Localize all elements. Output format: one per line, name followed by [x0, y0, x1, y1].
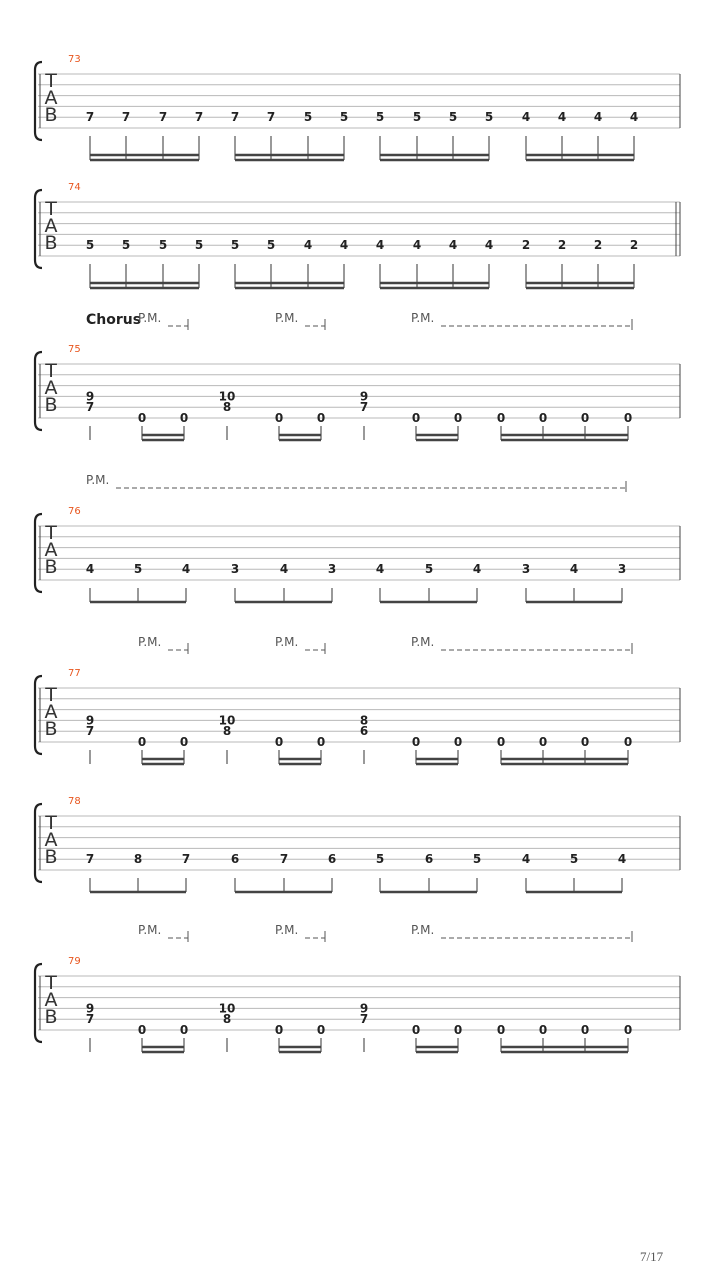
tab-system: [35, 796, 680, 892]
fret-number: 5: [448, 110, 458, 125]
palm-mute-label: P.M.: [86, 473, 110, 487]
fret-number: 5: [303, 110, 313, 125]
fret-number: 4: [569, 562, 579, 577]
fret-number: 4: [557, 110, 567, 125]
fret-number: 0: [580, 411, 590, 425]
palm-mute-label: P.M.: [275, 635, 299, 649]
tab-clef-letter: B: [44, 104, 58, 126]
tab-clef-letter: A: [44, 989, 58, 1011]
fret-number: 0: [496, 1023, 506, 1037]
measure-number: 75: [68, 344, 81, 355]
fret-number: 4: [521, 110, 531, 125]
fret-number: 7: [85, 110, 95, 125]
fret-number: 9: [359, 389, 369, 404]
fret-number: 2: [557, 238, 567, 253]
fret-number: 4: [593, 110, 603, 125]
fret-number: 2: [593, 238, 603, 253]
tab-system: [35, 182, 680, 288]
measure-number: 77: [68, 668, 81, 679]
tab-system: [35, 311, 680, 440]
tab-clef-letter: A: [44, 539, 58, 561]
palm-mute-label: P.M.: [138, 635, 162, 649]
fret-number: 7: [279, 852, 289, 867]
fret-number: 0: [538, 735, 548, 749]
fret-number: 4: [85, 562, 95, 577]
fret-number: 0: [623, 1023, 633, 1037]
fret-number: 10: [218, 1001, 236, 1016]
tab-clef-letter: T: [45, 70, 57, 92]
tab-clef-letter: B: [44, 232, 58, 254]
fret-number: 7: [230, 110, 240, 125]
fret-number: 3: [617, 562, 627, 577]
tab-clef-letter: T: [45, 360, 57, 382]
fret-number: 4: [629, 110, 639, 125]
fret-number: 10: [218, 389, 236, 404]
fret-number: 6: [424, 852, 434, 867]
tab-clef-letter: T: [45, 812, 57, 834]
tab-clef-letter: T: [45, 684, 57, 706]
fret-number: 0: [538, 1023, 548, 1037]
fret-number: 4: [375, 562, 385, 577]
fret-number: 7: [194, 110, 204, 125]
tab-clef-letter: B: [44, 846, 58, 868]
fret-number: 5: [121, 238, 131, 253]
fret-number: 0: [137, 735, 147, 749]
fret-number: 7: [85, 852, 95, 867]
fret-number: 7: [85, 1012, 95, 1027]
fret-number: 6: [327, 852, 337, 867]
fret-number: 9: [85, 713, 95, 728]
fret-number: 0: [179, 735, 189, 749]
fret-number: 7: [158, 110, 168, 125]
fret-number: 8: [222, 1012, 232, 1027]
tab-clef-letter: A: [44, 701, 58, 723]
fret-number: 4: [181, 562, 191, 577]
fret-number: 9: [85, 389, 95, 404]
page-number: 7/17: [640, 1249, 664, 1264]
measure-number: 74: [68, 182, 81, 193]
fret-number: 3: [521, 562, 531, 577]
tab-system: [35, 54, 680, 160]
fret-number: 4: [279, 562, 289, 577]
tab-system: [35, 923, 680, 1052]
fret-number: 4: [472, 562, 482, 577]
fret-number: 0: [316, 735, 326, 749]
fret-number: 2: [629, 238, 639, 253]
palm-mute-label: P.M.: [138, 311, 162, 325]
fret-number: 7: [121, 110, 131, 125]
fret-number: 5: [375, 110, 385, 125]
fret-number: 9: [85, 1001, 95, 1016]
fret-number: 5: [158, 238, 168, 253]
tab-clef-letter: A: [44, 87, 58, 109]
palm-mute-label: P.M.: [411, 311, 435, 325]
fret-number: 7: [85, 724, 95, 739]
measure-number: 79: [68, 956, 81, 967]
fret-number: 8: [222, 724, 232, 739]
fret-number: 0: [411, 1023, 421, 1037]
fret-number: 5: [569, 852, 579, 867]
fret-number: 6: [359, 724, 369, 739]
tab-clef-letter: B: [44, 1006, 58, 1028]
fret-number: 0: [453, 411, 463, 425]
fret-number: 5: [339, 110, 349, 125]
fret-number: 7: [181, 852, 191, 867]
fret-number: 5: [375, 852, 385, 867]
fret-number: 8: [359, 713, 369, 728]
fret-number: 4: [375, 238, 385, 253]
fret-number: 5: [266, 238, 276, 253]
fret-number: 4: [617, 852, 627, 867]
fret-number: 0: [453, 1023, 463, 1037]
fret-number: 6: [230, 852, 240, 867]
fret-number: 5: [412, 110, 422, 125]
fret-number: 7: [266, 110, 276, 125]
fret-number: 0: [137, 1023, 147, 1037]
tab-clef-letter: B: [44, 394, 58, 416]
fret-number: 0: [274, 735, 284, 749]
fret-number: 7: [359, 1012, 369, 1027]
fret-number: 0: [274, 411, 284, 425]
fret-number: 0: [316, 411, 326, 425]
fret-number: 10: [218, 713, 236, 728]
fret-number: 0: [137, 411, 147, 425]
fret-number: 0: [538, 411, 548, 425]
fret-number: 8: [133, 852, 143, 867]
palm-mute-label: P.M.: [138, 923, 162, 937]
fret-number: 0: [580, 1023, 590, 1037]
palm-mute-label: P.M.: [411, 923, 435, 937]
fret-number: 4: [484, 238, 494, 253]
tab-system: [35, 473, 680, 602]
fret-number: 7: [359, 400, 369, 415]
palm-mute-label: P.M.: [275, 923, 299, 937]
fret-number: 0: [316, 1023, 326, 1037]
fret-number: 0: [274, 1023, 284, 1037]
fret-number: 0: [453, 735, 463, 749]
tab-clef-letter: A: [44, 377, 58, 399]
fret-number: 5: [194, 238, 204, 253]
fret-number: 3: [230, 562, 240, 577]
fret-number: 0: [411, 411, 421, 425]
fret-number: 5: [85, 238, 95, 253]
fret-number: 9: [359, 1001, 369, 1016]
fret-number: 5: [484, 110, 494, 125]
fret-number: 8: [222, 400, 232, 415]
tab-clef-letter: T: [45, 972, 57, 994]
fret-number: 0: [623, 735, 633, 749]
palm-mute-label: P.M.: [275, 311, 299, 325]
tab-system: [35, 635, 680, 764]
tab-clef-letter: A: [44, 829, 58, 851]
fret-number: 0: [623, 411, 633, 425]
fret-number: 5: [230, 238, 240, 253]
fret-number: 0: [179, 1023, 189, 1037]
fret-number: 3: [327, 562, 337, 577]
section-label: Chorus: [86, 312, 142, 328]
fret-number: 4: [412, 238, 422, 253]
fret-number: 0: [179, 411, 189, 425]
palm-mute-label: P.M.: [411, 635, 435, 649]
fret-number: 5: [472, 852, 482, 867]
fret-number: 4: [339, 238, 349, 253]
fret-number: 4: [448, 238, 458, 253]
fret-number: 4: [521, 852, 531, 867]
tab-clef-letter: B: [44, 718, 58, 740]
fret-number: 0: [580, 735, 590, 749]
tab-clef-letter: T: [45, 522, 57, 544]
fret-number: 7: [85, 400, 95, 415]
measure-number: 78: [68, 796, 81, 807]
fret-number: 4: [303, 238, 313, 253]
fret-number: 0: [496, 411, 506, 425]
fret-number: 0: [411, 735, 421, 749]
fret-number: 0: [496, 735, 506, 749]
fret-number: 5: [424, 562, 434, 577]
tab-clef-letter: B: [44, 556, 58, 578]
measure-number: 76: [68, 506, 81, 517]
fret-number: 5: [133, 562, 143, 577]
tab-clef-letter: A: [44, 215, 58, 237]
fret-number: 2: [521, 238, 531, 253]
tab-clef-letter: T: [45, 198, 57, 220]
measure-number: 73: [68, 54, 81, 65]
